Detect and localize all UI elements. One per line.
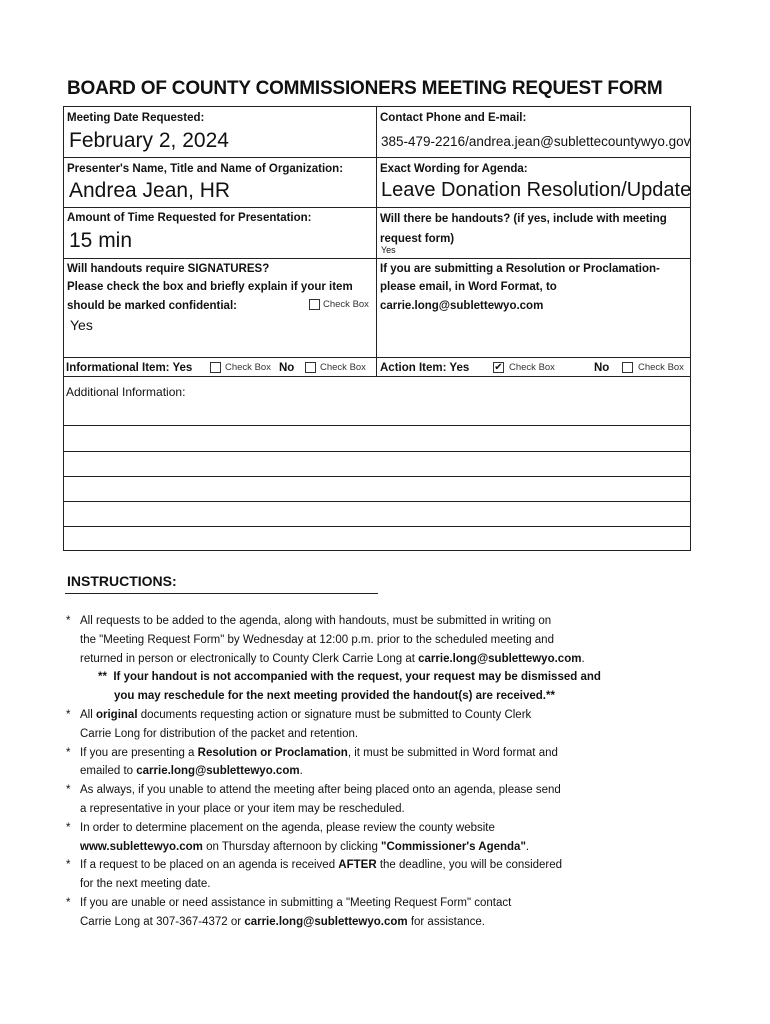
email-link[interactable]: carrie.long@sublettewyo.com: [244, 915, 408, 928]
informational-no-label: No: [279, 362, 295, 374]
signatures-explanation[interactable]: Yes: [70, 317, 93, 333]
website-link[interactable]: www.sublettewyo.com: [80, 840, 203, 853]
action-no-label: No: [594, 362, 610, 374]
meeting-request-form: [63, 106, 691, 551]
time-value[interactable]: 15 min: [69, 229, 133, 252]
action-yes-checkbox[interactable]: ✔: [494, 362, 503, 373]
action-no-checkbox[interactable]: [622, 362, 633, 373]
instructions-heading: INSTRUCTIONS:: [67, 573, 177, 589]
presenter-value[interactable]: Andrea Jean, HR: [69, 179, 231, 202]
additional-info-label: Additional Information:: [66, 385, 186, 399]
informational-item-label: Informational Item: Yes: [66, 362, 193, 374]
action-no-checkbox-label: Check Box: [638, 362, 684, 373]
action-item-label: Action Item: Yes: [380, 362, 470, 374]
row-divider: [64, 207, 690, 208]
form-title: BOARD OF COUNTY COMMISSIONERS MEETING REQUEST FORM: [67, 78, 663, 99]
email-link[interactable]: carrie.long@sublettewyo.com: [418, 652, 582, 665]
signatures-checkbox[interactable]: [309, 299, 320, 310]
time-label: Amount of Time Requested for Presentation:: [67, 212, 312, 224]
signatures-label-line1: Will handouts require SIGNATURES?: [67, 263, 270, 275]
informational-yes-checkbox[interactable]: [210, 362, 221, 373]
list-sub-item: ** If your handout is not accompanied with the request, your request may be dismissed and you may reschedule for the next meeting provided the handout(s) are received.**: [98, 671, 601, 703]
instructions-underline: [65, 593, 378, 594]
informational-no-checkbox[interactable]: [305, 362, 316, 373]
resolution-label-line2: please email, in Word Format, to: [380, 281, 557, 293]
instructions-list: [66, 612, 666, 932]
list-item: * All original documents requesting action or signature must be submitted to County Clerk Carrie Long for distribution of the packet and retention.: [66, 708, 532, 740]
agenda-wording-label: Exact Wording for Agenda:: [380, 163, 528, 175]
contact-label: Contact Phone and E-mail:: [380, 112, 527, 124]
row-divider: [64, 258, 690, 259]
signatures-label-line2: Please check the box and briefly explain if your item: [67, 281, 353, 293]
handouts-label: Will there be handouts? (if yes, include with meeting request form): [380, 213, 667, 245]
list-item: * In order to determine placement on the agenda, please review the county website www.sublettewyo.com on Thursday afternoon by clicking "Commissioner's Agenda".: [66, 821, 530, 853]
informational-yes-checkbox-label: Check Box: [225, 362, 271, 373]
signatures-checkbox-label: Check Box: [323, 299, 369, 310]
list-item: * If you are presenting a Resolution or Proclamation, it must be submitted in Word format and emailed to carrie.long@sublettewyo.com.: [66, 746, 558, 778]
column-divider: [376, 107, 377, 376]
action-yes-checkbox-label: Check Box: [509, 362, 555, 373]
meeting-date-value[interactable]: February 2, 2024: [69, 129, 229, 152]
meeting-date-label: Meeting Date Requested:: [67, 112, 205, 124]
resolution-label-line1: If you are submitting a Resolution or Proclamation-: [380, 263, 660, 275]
signatures-label-line3: should be marked confidential:: [67, 300, 237, 312]
contact-value[interactable]: 385-479-2216/andrea.jean@sublettecountywyo.gov: [381, 134, 691, 149]
list-item: * If you are unable or need assistance in submitting a "Meeting Request Form" contact Carrie Long at 307-367-4372 or carrie.long@sublettewyo.com for assistance.: [66, 896, 512, 928]
resolution-email: carrie.long@sublettewyo.com: [380, 300, 544, 312]
list-item: * All requests to be added to the agenda, along with handouts, must be submitted in writing on the "Meeting Request Form" by Wednesday at 12:00 p.m. prior to the scheduled meeting and returned in person or electronically to County Clerk Carrie Long at carrie.long@sublettewyo.com. ** If your handout is not accompanied with the request, your request may be dismissed and you may reschedule for the next meeting provided the handout(s) are received.**: [66, 612, 666, 706]
presenter-label: Presenter's Name, Title and Name of Organization:: [67, 163, 344, 175]
additional-info-field[interactable]: [64, 377, 690, 550]
list-item: * As always, if you unable to attend the meeting after being placed onto an agenda, please send a representative in your place or your item may be rescheduled.: [66, 784, 561, 815]
list-item: * If a request to be placed on an agenda is received AFTER the deadline, you will be considered for the next meeting date.: [66, 859, 563, 891]
row-divider: [64, 157, 690, 158]
row-divider: [64, 357, 690, 358]
email-link[interactable]: carrie.long@sublettewyo.com: [136, 765, 300, 778]
informational-no-checkbox-label: Check Box: [320, 362, 366, 373]
handouts-value[interactable]: Yes: [381, 245, 396, 255]
agenda-wording-value[interactable]: Leave Donation Resolution/Update: [381, 179, 692, 201]
